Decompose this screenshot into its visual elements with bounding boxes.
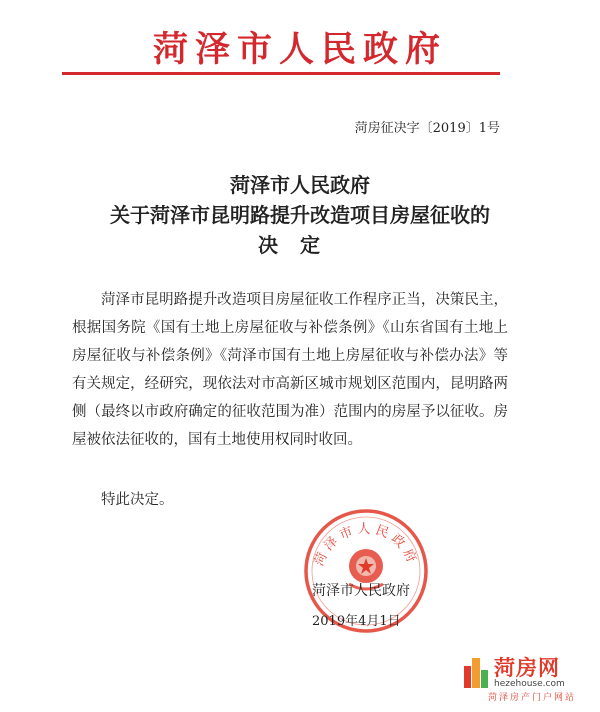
watermark-domain: hezehouse.com xyxy=(494,679,565,689)
title-line-1: 菏泽市人民政府 xyxy=(230,173,370,197)
seal-text: 菏泽市人民政府 xyxy=(311,522,421,569)
letterhead-rule xyxy=(62,72,500,75)
letterhead-title: 菏泽市人民政府 xyxy=(152,29,447,70)
closing-text: 特此决定。 xyxy=(101,492,174,508)
watermark-name: 菏房网 xyxy=(494,656,560,680)
title-line-3: 决定 xyxy=(258,233,342,257)
body-paragraph: 菏泽市昆明路提升改造项目房屋征收工作程序正当，决策民主，根据国务院《国有土地上房屋征收与补偿条例》《山东省国有土地上房屋征收与补偿条例》《菏泽市国有土地上房屋征收与补偿办法》等有关规定，经研究，现依法对市高新区城市规划区范围内，昆明路两侧（最终以市政府确定的征收范围为准）范围内的房屋予以征收。房屋被依法征收的，国有土地使用权同时收回。 xyxy=(72,292,508,448)
signer-name: 菏泽市人民政府 xyxy=(312,583,410,599)
title-line-2: 关于菏泽市昆明路提升改造项目房屋征收的 xyxy=(110,203,490,227)
site-watermark xyxy=(462,652,592,704)
body-text xyxy=(72,286,508,454)
building-logo-icon xyxy=(462,654,490,688)
watermark-tagline: 菏泽房产门户网站 xyxy=(488,693,577,703)
issue-date: 2019年4月1日 xyxy=(312,614,401,629)
document-number: 菏房征决字〔2019〕1号 xyxy=(354,121,500,136)
document-title xyxy=(0,170,600,260)
